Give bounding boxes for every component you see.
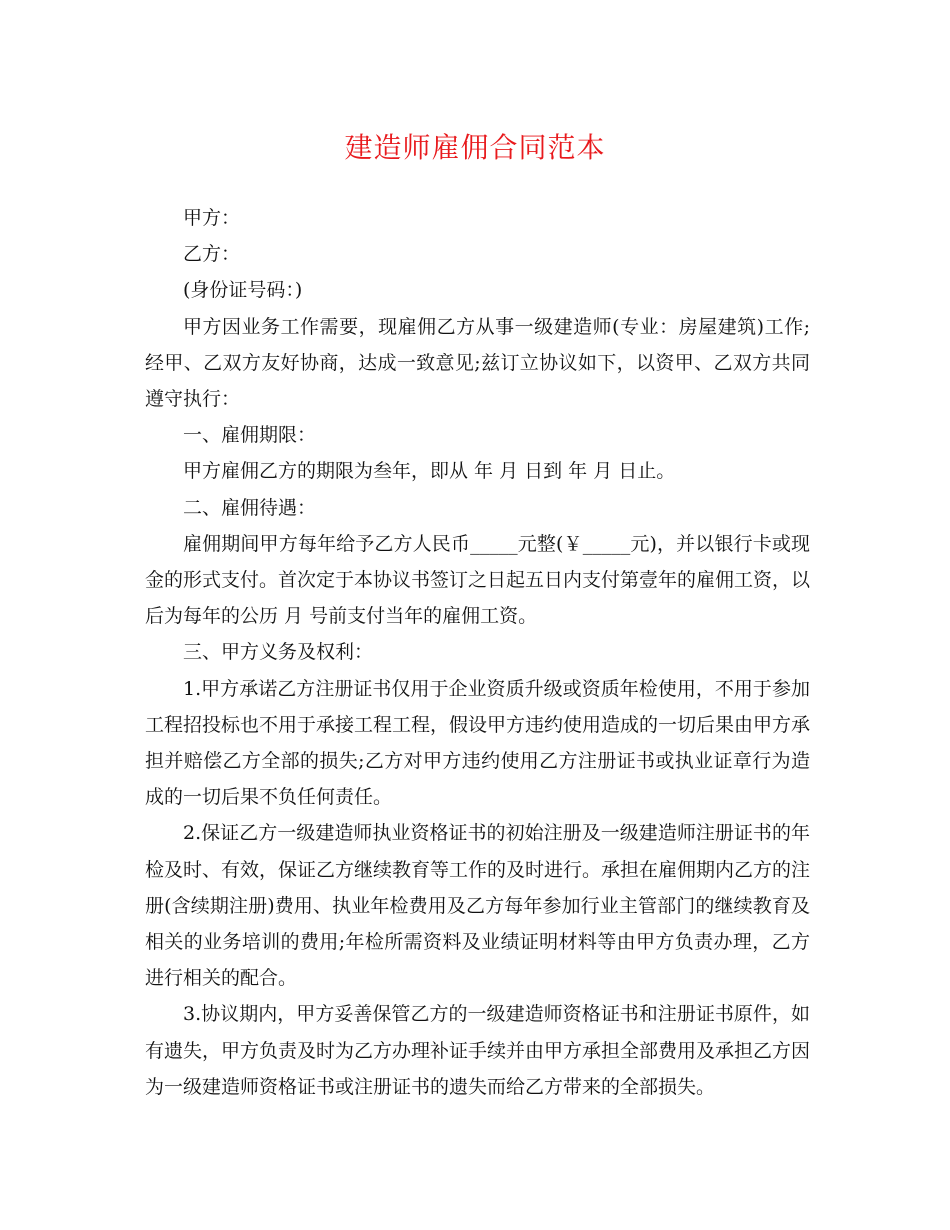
section-heading-term: 一、雇佣期限： bbox=[183, 424, 317, 447]
document-body bbox=[145, 200, 810, 1105]
section-heading-party-a-duties: 三、甲方义务及权利： bbox=[183, 641, 374, 664]
section-heading-compensation: 二、雇佣待遇： bbox=[183, 496, 317, 519]
party-a-line: 甲方： bbox=[183, 207, 241, 229]
party-b-line: 乙方： bbox=[183, 243, 241, 266]
duty-clause-1: 1.甲方承诺乙方注册证书仅用于企业资质升级或资质年检使用，不用于参加工程招投标也不用于承接工程工程，假设甲方违约使用造成的一切后果由甲方承担并赔偿乙方全部的损失;乙方对甲方违约使用乙方注册证书或执业证章行为造成的一切后果不负任何责任。 bbox=[145, 677, 811, 809]
preamble-paragraph: 甲方因业务工作需要，现雇佣乙方从事一级建造师(专业：房屋建筑)工作;经甲、乙双方友好协商，达成一致意见;兹订立协议如下，以资甲、乙双方共同遵守执行： bbox=[145, 315, 810, 411]
duty-clause-2: 2.保证乙方一级建造师执业资格证书的初始注册及一级建造师注册证书的年检及时、有效，保证乙方继续教育等工作的及时进行。承担在雇佣期内乙方的注册(含续期注册)费用、执业年检费用及乙方每年参加行业主管部门的继续教育及相关的业务培训的费用;年检所需资料及业绩证明材料等由甲方负责办理，乙方进行相关的配合。 bbox=[145, 822, 811, 990]
duty-clause-3: 3.协议期内，甲方妥善保管乙方的一级建造师资格证书和注册证书原件，如有遗失，甲方负责及时为乙方办理补证手续并由甲方承担全部费用及承担乙方因为一级建造师资格证书或注册证书的遗失而给乙方带来的全部损失。 bbox=[145, 1003, 811, 1098]
term-paragraph: 甲方雇佣乙方的期限为叁年，即从 年 月 日到 年 月 日止。 bbox=[183, 460, 676, 483]
id-number-line: (身份证号码：) bbox=[183, 279, 303, 302]
document-title: 建造师雇佣合同范本 bbox=[344, 131, 606, 164]
compensation-paragraph: 雇佣期间甲方每年给予乙方人民币_____元整(￥_____元)，并以银行卡或现金的形式支付。首次定于本协议书签订之日起五日内支付第壹年的雇佣工资，以后为每年的公历 月 号前支付当年的雇佣工资。 bbox=[145, 532, 811, 628]
